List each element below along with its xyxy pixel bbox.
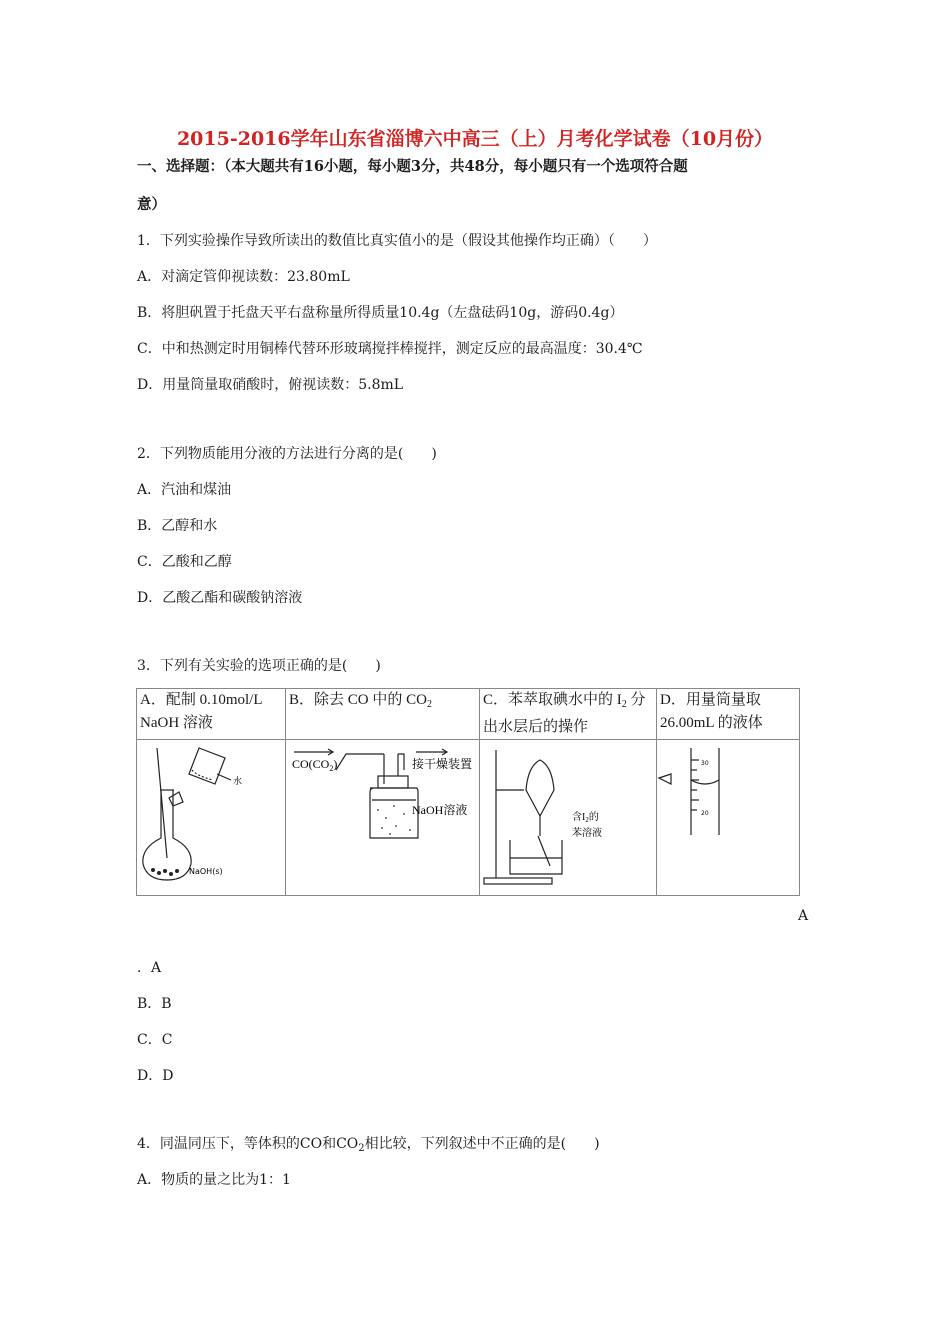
q3-cell-d: D．用量筒量取 26.00mL 的液体 — [657, 689, 800, 740]
page-title: 2015-2016学年山东省淄博六中高三（上）月考化学试卷（10月份） — [176, 128, 774, 150]
q3-cell-a: A．配制 0.10mol/L NaOH 溶液 — [137, 689, 286, 740]
q3-stem: 3．下列有关实验的选项正确的是( ) — [137, 658, 381, 674]
q3-cell-c: C．苯萃取碘水中的 $I_2$ 分 出水层后的操作 — [480, 689, 657, 740]
q3-stray-letter: A — [798, 908, 809, 924]
figure-b-solution-label: NaOH溶液 — [412, 803, 468, 817]
separatory-funnel-figure — [480, 740, 656, 887]
q1-option-a: A．对滴定管仰视读数：23.80mL — [137, 269, 350, 285]
q4-stem: 4．同温同压下，等体积的CO和$CO_2$相比较，下列叙述中不正确的是( ) — [137, 1136, 600, 1154]
figure-b-dryer-label: 接干燥装置 — [412, 757, 473, 771]
section-heading-line2: 意） — [137, 196, 166, 213]
q3-figure-a — [137, 740, 286, 896]
q3-figure-b — [286, 740, 480, 896]
q2-option-b: B．乙醇和水 — [137, 518, 218, 534]
q2-option-c: C．乙酸和乙醇 — [137, 554, 232, 570]
figure-a-naoh-label: NaOH(s) — [189, 867, 223, 876]
q2-stem: 2．下列物质能用分液的方法进行分离的是( ) — [137, 446, 437, 462]
q3-option-b: B．B — [137, 996, 172, 1012]
q3-option-d: D．D — [137, 1068, 174, 1084]
figure-b-gas-label: $CO(CO_2)$ — [292, 757, 338, 773]
graduated-cylinder-figure — [657, 740, 799, 887]
q1-option-d: D．用量筒量取硝酸时，俯视读数：5.8mL — [137, 377, 404, 393]
q2-option-d: D．乙酸乙酯和碳酸钠溶液 — [137, 590, 303, 606]
q2-option-a: A．汽油和煤油 — [137, 482, 232, 498]
q3-cell-b: B．除去 CO 中的 $CO_2$ — [286, 689, 480, 740]
figure-d-tick-30: 30 — [701, 760, 709, 767]
volumetric-flask-figure — [137, 740, 285, 887]
q3-option-c: C．C — [137, 1032, 173, 1048]
figure-c-label-1: 含$I_2$的 — [572, 812, 599, 824]
q3-options-table — [136, 688, 800, 896]
q1-option-c: C．中和热测定时用铜棒代替环形玻璃搅拌棒搅拌，测定反应的最高温度：30.4℃ — [137, 341, 643, 357]
figure-d-tick-20: 20 — [701, 810, 709, 817]
q3-figure-d — [657, 740, 800, 896]
gas-washing-bottle-figure — [286, 740, 479, 887]
q4-option-a: A．物质的量之比为1：1 — [137, 1172, 291, 1188]
section-heading-line1: 一、选择题：（本大题共有16小题，每小题3分，共48分，每小题只有一个选项符合题 — [137, 158, 688, 175]
q1-stem: 1．下列实验操作导致所读出的数值比真实值小的是（假设其他操作均正确）（ ） — [137, 233, 657, 249]
figure-a-water-label: 水 — [233, 777, 243, 787]
q3-option-a: ．A — [137, 960, 162, 976]
q3-figure-c — [480, 740, 657, 896]
figure-c-label-2: 苯溶液 — [572, 828, 602, 839]
q1-option-b: B．将胆矾置于托盘天平右盘称量所得质量10.4g（左盘砝码10g，游码0.4g） — [137, 305, 624, 321]
